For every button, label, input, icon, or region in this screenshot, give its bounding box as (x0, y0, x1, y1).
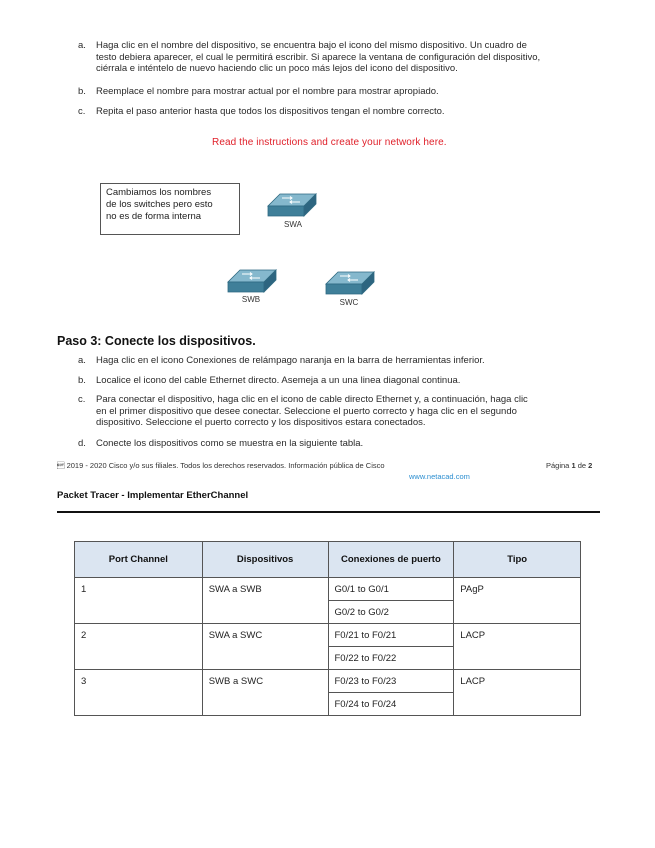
cell-port-connection: G0/1 to G0/1 (328, 578, 454, 601)
cell-port-connection: F0/24 to F0/24 (328, 693, 454, 716)
step-text-line: Reemplace el nombre para mostrar actual por el nombre para mostrar apropiado. (96, 86, 439, 97)
header-rule (57, 511, 600, 513)
step-text-line: dispositivo. Seleccione el puerto correcto y los dispositivos estara conectados. (96, 417, 426, 428)
step-marker: b. (78, 375, 86, 386)
column-header: Port Channel (75, 542, 203, 578)
step-text-line: Conecte los dispositivos como se muestra en la siguiente tabla. (96, 438, 364, 449)
page-prefix: Página (546, 461, 572, 470)
step-text-line: ciérrala e inténtelo de nuevo haciendo clic un poco más lejos del icono del dispositivo. (96, 63, 458, 74)
page-mid: de (575, 461, 589, 470)
paso3-step-a (78, 355, 638, 367)
switch-icon (324, 270, 376, 296)
cell-port-connection: F0/21 to F0/21 (328, 624, 454, 647)
note-line: no es de forma interna (106, 211, 202, 222)
section-heading: Paso 3: Conecte los dispositivos. (57, 334, 256, 348)
step-marker: c. (78, 394, 86, 405)
step-text-line: Haga clic en el nombre del dispositivo, se encuentra bajo el icono del mismo dispositivo. Un cuadro de (96, 40, 527, 51)
step-text-line: Para conectar el dispositivo, haga clic en el icono de cable directo Ethernet y, a continuación, haga clic (96, 394, 528, 405)
cell-devices: SWA a SWC (202, 624, 328, 670)
page-current: 1 (571, 461, 576, 470)
switch-swa[interactable] (266, 192, 318, 232)
step-marker: d. (78, 438, 86, 449)
cell-port-connection: F0/22 to F0/22 (328, 647, 454, 670)
cell-port-channel: 3 (75, 670, 203, 716)
switch-swc[interactable] (324, 270, 376, 310)
step-text-line: testo debiera aparecer, el cual le permitirá escribir. Si aparece la ventana de configuración del dispositivo, (96, 51, 541, 63)
switch-swb[interactable] (226, 268, 278, 308)
table-row (75, 670, 581, 693)
step-text-line: Repita el paso anterior hasta que todos los dispositivos tengan el nombre correcto. (96, 106, 445, 117)
cell-port-connection: F0/23 to F0/23 (328, 670, 454, 693)
cell-devices: SWB a SWC (202, 670, 328, 716)
switch-icon (226, 268, 278, 294)
cell-port-connection: G0/2 to G0/2 (328, 601, 454, 624)
document-title: Packet Tracer - Implementar EtherChannel (57, 490, 249, 501)
step-c (78, 106, 638, 118)
footer-copyright:  2019 - 2020 Cisco y/o sus filiales. Todos los derechos reservados. Información pública de Cisco (57, 461, 385, 470)
step-b (78, 86, 638, 98)
step-marker: c. (78, 106, 86, 117)
table-row (75, 624, 581, 647)
switch-label[interactable]: SWB (241, 295, 261, 304)
cell-type: LACP (454, 670, 581, 716)
cell-port-channel: 2 (75, 624, 203, 670)
switch-label[interactable]: SWC (339, 298, 359, 307)
step-text-line: Localice el icono del cable Ethernet directo. Asemeja a un una linea diagonal continua. (96, 375, 461, 386)
paso3-step-b (78, 375, 638, 387)
table-row (75, 578, 581, 601)
network-instruction-note: Read the instructions and create your network here. (212, 137, 447, 148)
port-channel-table (74, 541, 581, 716)
step-a (78, 40, 638, 80)
cell-type: LACP (454, 624, 581, 670)
table-header-row (75, 542, 581, 578)
step-marker: a. (78, 355, 86, 366)
cell-port-channel: 1 (75, 578, 203, 624)
cell-devices: SWA a SWB (202, 578, 328, 624)
column-header: Conexiones de puerto (328, 542, 454, 578)
step-marker: b. (78, 86, 86, 97)
step-text-line: Haga clic en el icono Conexiones de relámpago naranja en la barra de herramientas inferior. (96, 355, 485, 366)
step-text-line: en el primer dispositivo que desee conectar. Seleccione el puerto correcto y haga clic en el segundo (96, 405, 517, 417)
column-header: Dispositivos (202, 542, 328, 578)
switch-icon (266, 192, 318, 218)
page-total: 2 (588, 461, 593, 470)
footer-link[interactable]: www.netacad.com (409, 472, 470, 481)
paso3-step-d (78, 438, 638, 450)
footer-page-number (546, 461, 592, 470)
switch-label[interactable]: SWA (284, 220, 302, 229)
note-line: de los switches pero esto (106, 199, 213, 210)
paso3-step-c (78, 394, 638, 430)
note-line: Cambiamos los nombres (106, 187, 212, 198)
cell-type: PAgP (454, 578, 581, 624)
step-marker: a. (78, 40, 86, 51)
column-header: Tipo (454, 542, 581, 578)
note-box[interactable] (100, 183, 240, 235)
